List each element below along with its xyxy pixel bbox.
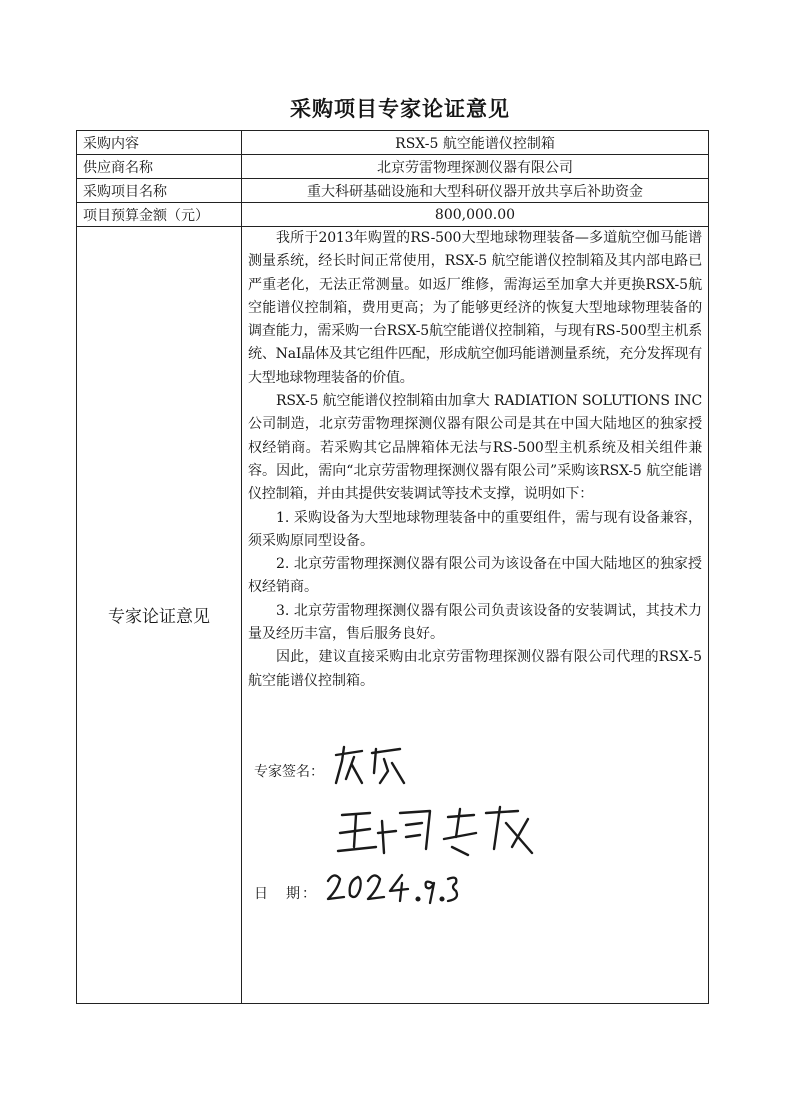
row-value-supplier: 北京劳雷物理探测仪器有限公司 xyxy=(242,155,709,179)
document-title: 采购项目专家论证意见 xyxy=(290,96,510,121)
row-label-budget: 项目预算金额（元） xyxy=(77,203,242,227)
handwritten-signature-2 xyxy=(336,803,546,861)
row-value-budget: 800,000.00 xyxy=(242,203,709,227)
opinion-paragraph: 1. 采购设备为大型地球物理装备中的重要组件，需与现有设备兼容，须采购原同型设备。 xyxy=(248,509,702,549)
opinion-paragraph: 3. 北京劳雷物理探测仪器有限公司负责该设备的安装调试，其技术力量及经历丰富，售后服务良好。 xyxy=(248,602,702,643)
row-label-supplier: 供应商名称 xyxy=(77,155,242,179)
table-row xyxy=(77,203,709,227)
handwritten-signature-1 xyxy=(332,743,412,789)
table-row xyxy=(77,155,709,179)
opinion-paragraph: 2. 北京劳雷物理探测仪器有限公司为该设备在中国大陆地区的独家授权经销商。 xyxy=(248,556,702,596)
table-row xyxy=(77,227,709,1004)
row-label-project-name: 采购项目名称 xyxy=(77,179,242,203)
opinion-content xyxy=(242,227,709,1004)
signature-label: 专家签名： xyxy=(254,763,324,780)
table-row xyxy=(77,179,709,203)
opinion-paragraph: RSX-5 航空能谱仪控制箱由加拿大 RADIATION SOLUTIONS INC公司制造，北京劳雷物理探测仪器有限公司是其在中国大陆地区的独家授权经销商。若采购其它品牌箱体无法与RS-500型主机系统及相关组件兼容。因此，需向“北京劳雷物理探测仪器有限公司”采购该RSX-5 航空能谱仪控制箱，并由其提供安装调试等技术支撑，说明如下： xyxy=(248,393,702,503)
row-value-project-name: 重大科研基础设施和大型科研仪器开放共享后补助资金 xyxy=(242,179,709,203)
row-value-purchase-content: RSX-5 航空能谱仪控制箱 xyxy=(242,131,709,155)
opinion-paragraph: 因此，建议直接采购由北京劳雷物理探测仪器有限公司代理的RSX-5 航空能谱仪控制箱。 xyxy=(248,649,702,689)
opinion-paragraph: 我所于2013年购置的RS-500大型地球物理装备—多道航空伽马能谱测量系统，经长时间正常使用，RSX-5 航空能谱仪控制箱及其内部电路已严重老化，无法正常测量。如返厂维修，需海运至加拿大并更换RSX-5航空能谱仪控制箱，费用更高；为了能够更经济的恢复大型地球物理装备的调查能力，需采购一台RSX-5航空能谱仪控制箱，与现有RS-500型主机系统、NaI晶体及其它组件匹配，形成航空伽玛能谱测量系统，充分发挥现有大型地球物理装备的价值。 xyxy=(248,230,702,386)
handwritten-date xyxy=(324,867,464,907)
table-row xyxy=(77,131,709,155)
date-label: 日 期： xyxy=(254,885,318,902)
opinion-label: 专家论证意见 xyxy=(77,227,242,1004)
opinion-form-table xyxy=(76,130,709,1004)
row-label-purchase-content: 采购内容 xyxy=(77,131,242,155)
signature-block xyxy=(248,693,702,1003)
